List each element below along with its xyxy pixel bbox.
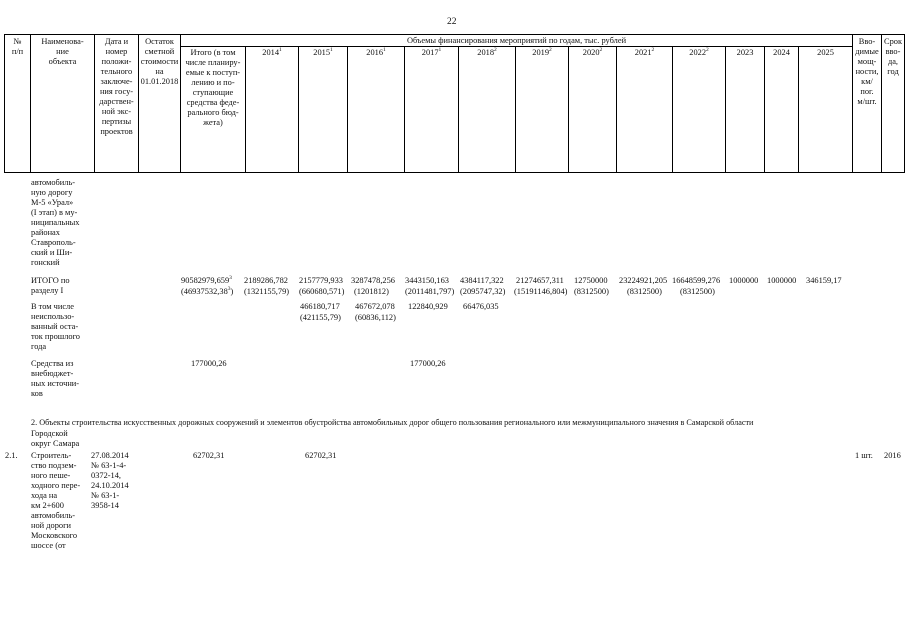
unused-2018: 66476,035 (463, 302, 499, 311)
header-term: Срок вво- да, год (883, 37, 903, 76)
total-2016-federal: (1201812) (354, 287, 389, 296)
total-2019-federal: (15191146,804) (514, 287, 568, 296)
item-num: 2.1. (5, 451, 18, 460)
header-year-2016: 2016$^1$ (366, 47, 386, 57)
unused-2015: 466180,717 (300, 302, 340, 311)
total-2022: 16648599,276 (672, 276, 721, 285)
header-total: Итого (в том числе планиру- емые к поступ- лению и по- ступающие средства феде- рального бюд- жета) (185, 48, 241, 127)
header-year-2021: 2021$^2$ (634, 47, 655, 57)
total-2019: 21274657,311 (516, 276, 564, 285)
header-year-2014: 2014$^1$ (262, 47, 282, 57)
header-volumes: Объемы финансирования мероприятий по годам, тыс. рублей (406, 36, 627, 45)
item-doc: 27.08.2014 № 63-1-4- 0372-14, 24.10.2014 № 63-1- 3958-14 (91, 451, 129, 510)
unused-2017: 122840,929 (408, 302, 448, 311)
total-2014: 2189286,782 (244, 276, 288, 285)
unused-2015-federal: (421155,79) (300, 313, 341, 322)
item-capacity: 1 шт. (855, 451, 873, 460)
header-name: Наименова- ние объекта (41, 37, 84, 66)
unused-2016: 467672,078 (355, 302, 395, 311)
item-total: 62702,31 (193, 451, 225, 460)
header-num: № п/п (11, 37, 24, 56)
item-term: 2016 (884, 451, 901, 460)
header-year-2018: 2018$^2$ (477, 47, 497, 57)
total-2015: 2157779,933 (299, 276, 343, 285)
header-bottom-rule (4, 172, 905, 173)
header-year-2015: 2015$^1$ (313, 47, 333, 57)
total-2025: 346159,17 (806, 276, 842, 285)
total-2022-federal: (8312500) (680, 287, 715, 296)
section-2-title: 2. Объекты строительства искусственных дорожных сооружений и элементов обустройства автомобильных дорог общего пользования регионального или межмуниципального значения в Самарской области (31, 418, 754, 427)
total-row-total-federal: (46937532,38$^3$) (181, 286, 234, 296)
total-2021-federal: (8312500) (627, 287, 662, 296)
header-doc: Дата и номер положи- тельного заключе- ния госу- дарствен- ной экс- пертизы проектов (99, 37, 134, 136)
total-2017-federal: (2011481,797) (405, 287, 455, 296)
total-2014-federal: (1321155,79) (244, 287, 290, 296)
total-2020: 12750000 (574, 276, 608, 285)
offbudget-2017: 177000,26 (410, 359, 446, 368)
total-2016: 3287478,256 (351, 276, 395, 285)
continuation-text: автомобиль- ную дорогу М-5 «Урал» (I этап) в му- ниципальных районах Ставрополь- ский и Ши- гонский (31, 178, 80, 267)
header-year-2024: 2024 (773, 48, 790, 57)
item-name: Строитель- ство подзем- ного пеше- ходного пере- хода на км 2+600 автомобиль- ной дороги Московского шоссе (от (31, 451, 81, 550)
unused-2016-federal: (60836,112) (355, 313, 396, 322)
header-year-2019: 2019$^2$ (532, 47, 552, 57)
header-year-2025: 2025 (817, 48, 834, 57)
header-top-rule (4, 34, 905, 35)
total-2021: 23224921,205 (619, 276, 668, 285)
header-year-2020: 2020$^2$ (582, 47, 603, 57)
header-balance: Остаток сметной стоимости на 01.01.2018 (140, 37, 179, 86)
header-capacity: Вво- димые мощ- ности, км/ пог. м/шт. (855, 37, 879, 106)
district-label: Городской округ Самара (31, 429, 80, 448)
total-2018: 4384117,322 (460, 276, 504, 285)
page-number: 22 (447, 17, 457, 27)
header-year-2023: 2023 (736, 48, 754, 57)
total-2020-federal: (8312500) (574, 287, 609, 296)
total-2023: 1000000 (729, 276, 759, 285)
total-2018-federal: (2095747,32) (460, 287, 506, 296)
offbudget-total: 177000,26 (191, 359, 227, 368)
total-row-label: ИТОГО по разделу I (31, 276, 70, 295)
offbudget-row-label: Средства из внебюджет- ных источни- ков (31, 359, 80, 398)
total-row-total: 90582979,659$^3$ (181, 275, 232, 285)
total-2017: 3443150,163 (405, 276, 449, 285)
total-2015-federal: (660680,571) (299, 287, 345, 296)
unused-row-label: В том числе неиспользо- ванный оста- ток прошлого года (31, 302, 80, 351)
total-2024: 1000000 (767, 276, 797, 285)
header-year-2017: 2017$^1$ (421, 47, 442, 57)
item-2015: 62702,31 (305, 451, 337, 460)
header-year-2022: 2022$^2$ (689, 47, 709, 57)
